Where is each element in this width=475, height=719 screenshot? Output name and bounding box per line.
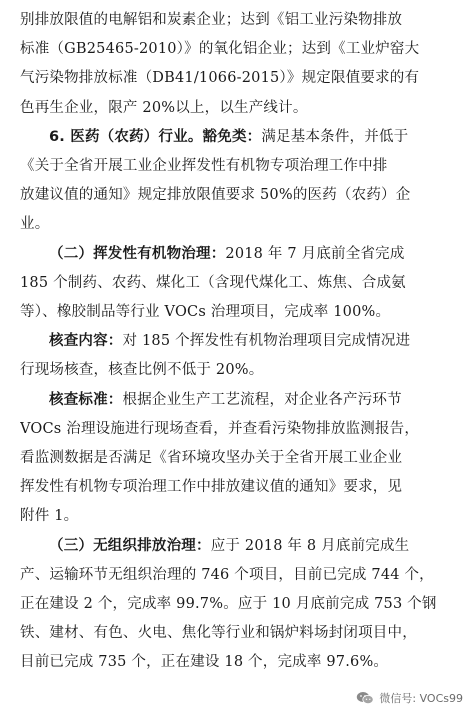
text-line: 标准（GB25465-2010）》的氧化铝企业；达到《工业炉窑大 bbox=[20, 41, 420, 58]
section-heading: 核查内容： bbox=[49, 333, 123, 350]
wechat-icon bbox=[356, 691, 374, 705]
text-line: 《关于全省开展工业企业挥发性有机物专项治理工作中排 bbox=[20, 158, 388, 175]
text-line: 正在建设 2 个，完成率 99.7%。应于 10 月底前完成 753 个钢 bbox=[20, 596, 437, 613]
section-heading-line: 核查内容：对 185 个挥发性有机物治理项目完成情况进 bbox=[49, 333, 411, 350]
section-heading: （二）挥发性有机物治理： bbox=[49, 245, 226, 262]
text-line: VOCs 治理设施进行现场查看，并查看污染物排放监测报告， bbox=[20, 420, 420, 437]
document-body bbox=[20, 6, 457, 678]
text-line: 业。 bbox=[20, 216, 50, 233]
text-line: 放建议值的通知》规定排放限值要求 50%的医药（农药）企 bbox=[20, 187, 411, 204]
section-heading: 核查标准： bbox=[49, 391, 123, 408]
text-line: 色再生企业，限产 20%以上，以生产线计。 bbox=[20, 99, 308, 116]
text-line: 等）、橡胶制品等行业 VOCs 治理项目，完成率 100%。 bbox=[20, 304, 391, 321]
text-line: 目前已完成 735 个，正在建设 18 个，完成率 97.6%。 bbox=[20, 654, 389, 671]
text-line: 挥发性有机物专项治理工作中排放建议值的通知》要求，见 bbox=[20, 479, 403, 496]
text-line: 行现场核查，核查比例不低于 20%。 bbox=[20, 362, 264, 379]
watermark bbox=[352, 689, 467, 707]
text-line: 产、运输环节无组织治理的 746 个项目，目前已完成 744 个， bbox=[20, 566, 434, 583]
section-heading-line: 6. 医药（农药）行业。豁免类：满足基本条件，并低于 bbox=[49, 128, 409, 145]
section-heading-line: （二）挥发性有机物治理：2018 年 7 月底前全省完成 bbox=[49, 245, 405, 262]
text-line: 气污染物排放标准（DB41/1066-2015）》规定限值要求的有 bbox=[20, 70, 420, 87]
section-heading: 6. 医药（农药）行业。豁免类： bbox=[49, 128, 262, 145]
text-line: 铁、建材、有色、火电、焦化等行业和锅炉料场封闭项目中， bbox=[20, 625, 417, 642]
section-heading-line: 核查标准：根据企业生产工艺流程，对企业各产污环节 bbox=[49, 391, 402, 408]
text-line: 185 个制药、农药、煤化工（含现代煤化工、炼焦、合成氨 bbox=[20, 274, 406, 291]
text-line: 看监测数据是否满足《省环境攻坚办关于全省开展工业企业 bbox=[20, 450, 403, 467]
watermark-text: 微信号: VOCs99 bbox=[379, 692, 463, 705]
section-heading-line: （三）无组织排放治理：应于 2018 年 8 月底前完成生 bbox=[49, 537, 410, 554]
text-line: 别排放限值的电解铝和炭素企业；达到《铝工业污染物排放 bbox=[20, 12, 403, 28]
text-line: 附件 1。 bbox=[20, 508, 79, 525]
section-heading: （三）无组织排放治理： bbox=[49, 537, 211, 554]
